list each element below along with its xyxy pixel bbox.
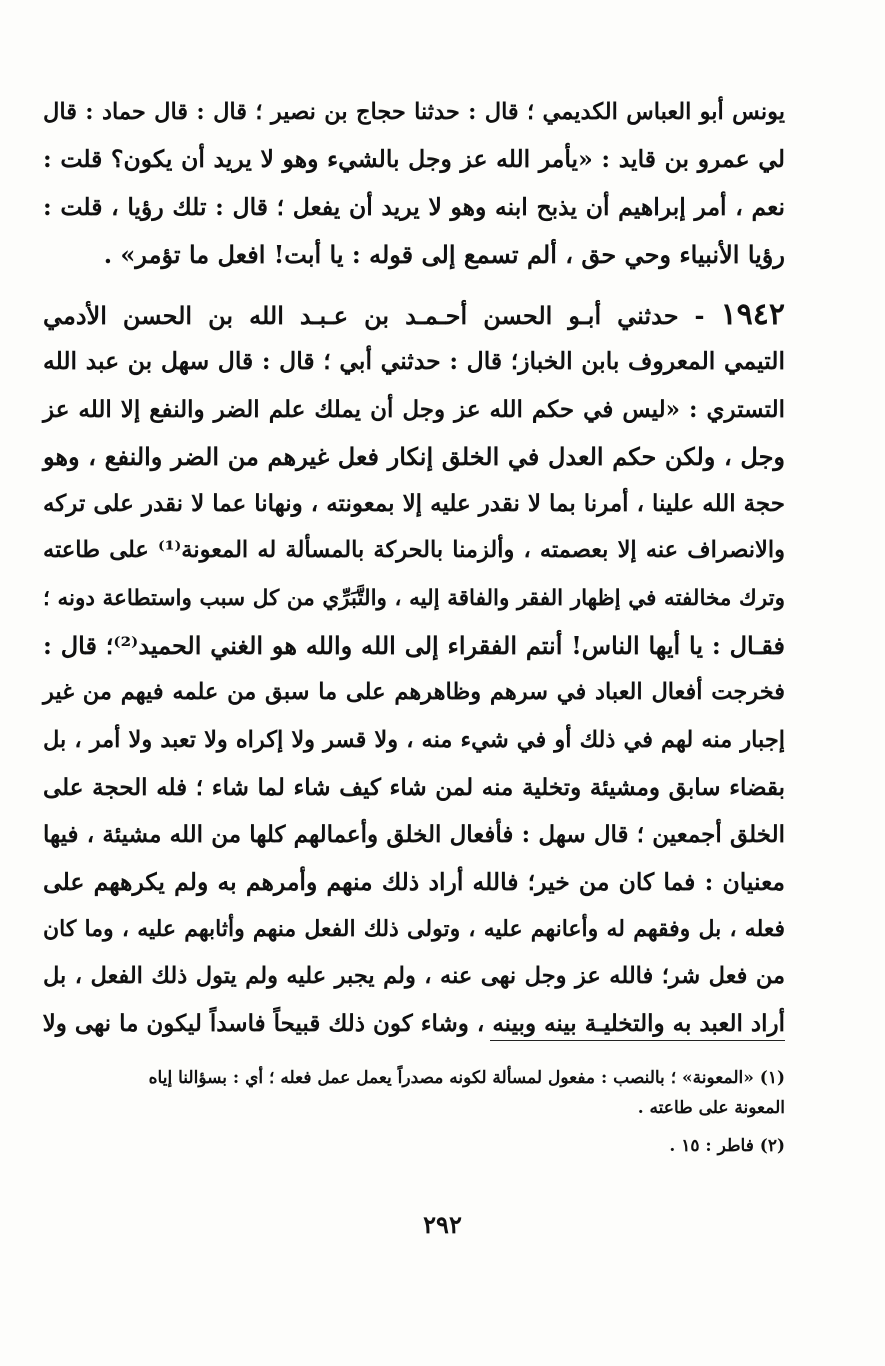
hadith-paragraph <box>43 291 785 1048</box>
text-line: حجة الله علينا ، أمرنا بما لا نقدر عليه إلا بمعونته ، ونهانا عما لا نقدر على تركه <box>42 490 785 518</box>
text-line: التستري : «ليس في حكم الله عز وجل أن يملك علم الضر والنفع إلا الله عز <box>43 395 785 423</box>
text-line: نعم ، أمر إبراهيم أن يذبح ابنه وهو لا يريد أن يفعل ؛ قال : تلك رؤيا ، قلت : <box>43 192 785 221</box>
text-line: الخلق أجمعين ؛ قال سهل : فأفعال الخلق وأعمالهم كلها من الله مشيئة ، فيها <box>43 821 785 849</box>
footnote-2: (٢) فاطر : ١٥ . <box>669 1136 785 1156</box>
hadith-number: ١٩٤٢ <box>720 297 786 332</box>
text-line: فخرجت أفعال العباد في سرهم وظاهرهم على ما سبق من علمه فيهم من غير <box>43 679 785 706</box>
text-line: التيمي المعروف بابن الخباز؛ قال : حدثني أبي ؛ قال : قال سهل بن عبد الله <box>43 347 785 376</box>
text-line: أراد العبد به والتخليـة بينه وبينه ، وشاء كون ذلك قبيحاً فاسداً ليكون ما نهى ولا <box>42 1010 785 1038</box>
paragraph-continuation <box>43 89 785 278</box>
text-line: وجل ، ولكن حكم العدل في الخلق إنكار فعل غيرهم من الضر والنفع ، وهو <box>43 441 785 471</box>
text-line: فعله ، بل وفقهم له وأعانهم عليه ، وتولى ذلك الفعل منهم وأثابهم عليه ، وما كان <box>43 915 785 942</box>
hadith-first-line <box>43 291 785 338</box>
text-line: والانصراف عنه إلا بعصمته ، وألزمنا بالحركة بالمسألة له المعونة⁽¹⁾ على طاعته <box>43 537 785 564</box>
footnote-1-continued: المعونة على طاعته . <box>637 1098 785 1118</box>
text-line: وترك مخالفته في إظهار الفقر والفاقة إليه ، والتَّبَرِّي من كل سبب واستطاعة دونه ؛ <box>43 585 785 611</box>
text-line: فقـال : يا أيها الناس! أنتم الفقراء إلى الله والله هو الغني الحميد⁽²⁾؛ قال : <box>43 631 785 661</box>
text-line: معنيان : فما كان من خير؛ فالله أراد ذلك منهم وأمرهم به ولم يكرههم على <box>43 867 785 896</box>
footnote-separator <box>490 1040 785 1041</box>
footnote-1: (١) «المعونة» ؛ بالنصب : مفعول لمسألة لكونه مصدراً يعمل عمل فعله ؛ أي : بسؤالنا إياه <box>148 1068 785 1088</box>
hadith-first-line-text: - حدثني أبـو الحسن أحـمـد بن عـبـد الله بن الحسن الأدمي <box>43 301 705 330</box>
text-line: بقضاء سابق ومشيئة وتخلية منه لمن شاء كيف شاء لما شاء ؛ فله الحجة على <box>43 773 785 801</box>
page-number: ٢٩٢ <box>423 1210 462 1239</box>
text-line: يونس أبو العباس الكديمي ؛ قال : حدثنا حجاج بن نصير ؛ قال : قال حماد : قال <box>43 99 785 125</box>
text-line: إجبار منه لهم في ذلك أو في شيء منه ، ولا قسر ولا إكراه ولا تعبد ولا أمر ، بل <box>43 726 785 753</box>
text-line: من فعل شر؛ فالله عز وجل نهى عنه ، ولم يجبر عليه ولم يتول ذلك الفعل ، بل <box>43 963 785 990</box>
text-line: رؤيا الأنبياء وحي حق ، ألم تسمع إلى قوله : يا أبت! افعل ما تؤمر» . <box>103 239 785 269</box>
text-line: لي عمرو بن قايد : «يأمر الله عز وجل بالشيء وهو لا يريد أن يكون؟ قلت : <box>43 145 785 174</box>
footnotes <box>90 1063 785 1161</box>
